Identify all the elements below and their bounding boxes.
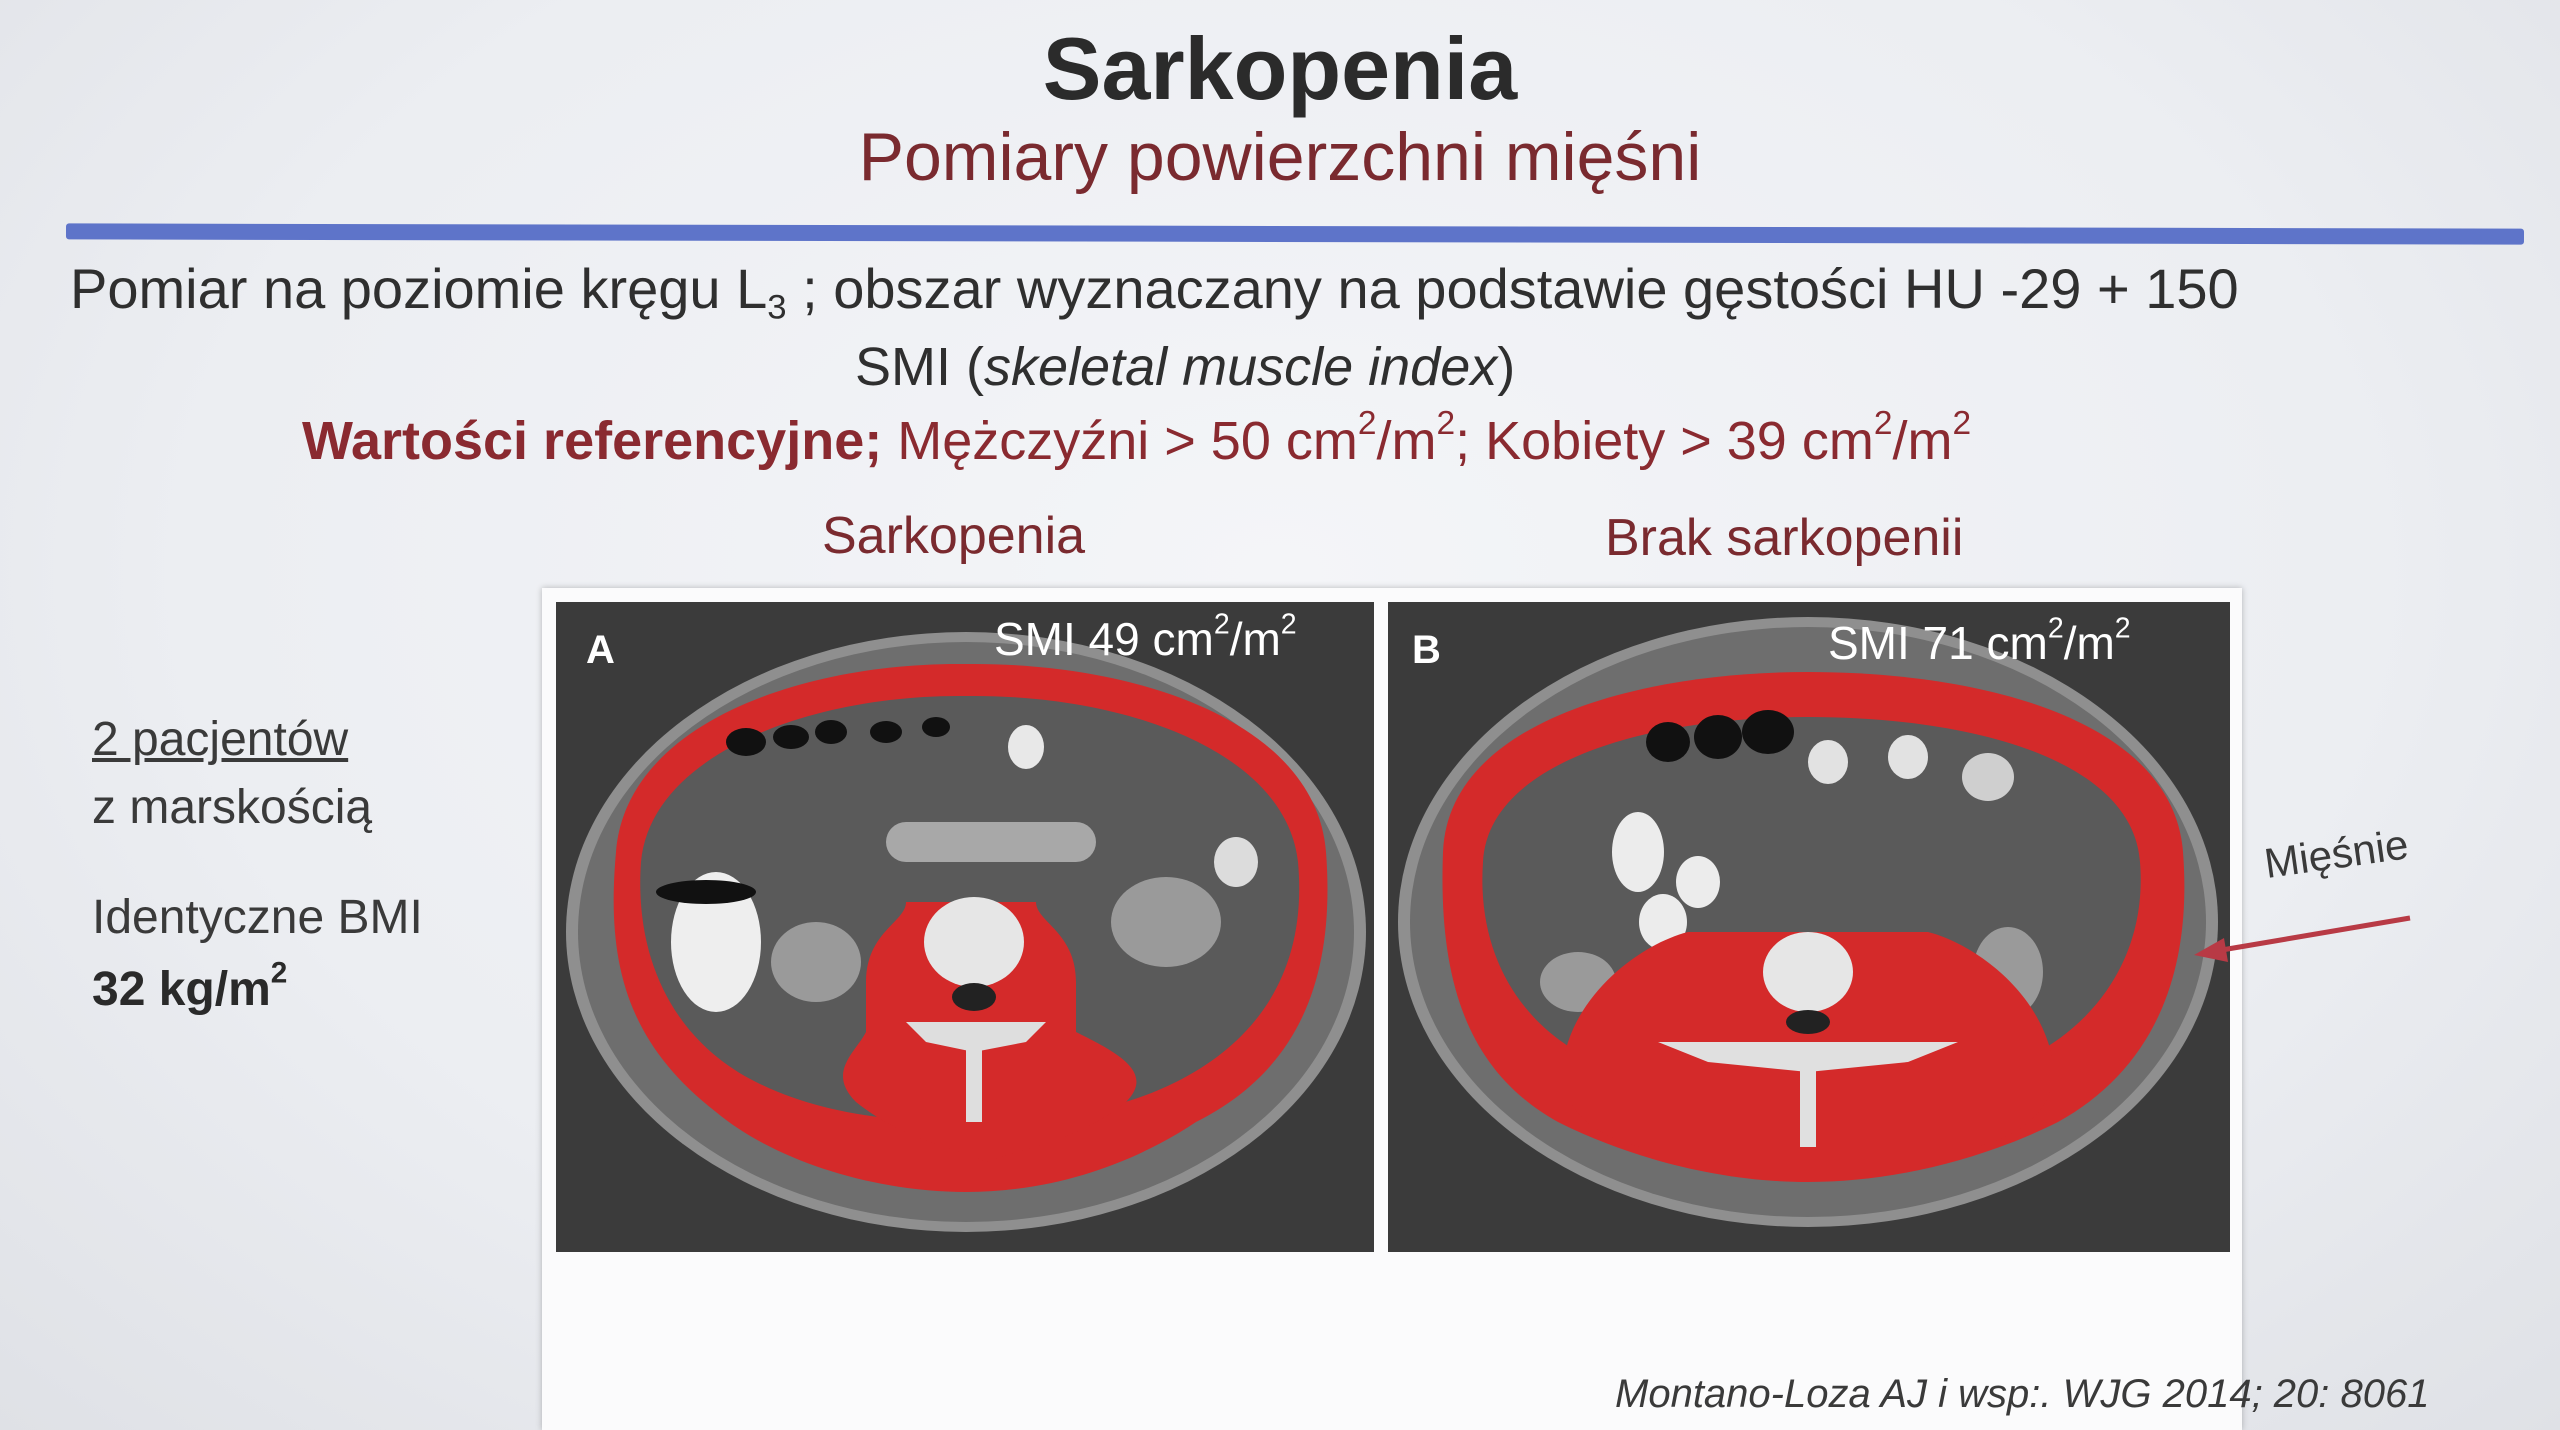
ct-figure [542, 588, 2242, 1430]
panel-a-smi: SMI 49 $cm^2/m^2$ [994, 608, 1297, 665]
bmi-value: 32 $kg/m^2$ [92, 956, 288, 1016]
arrow-icon [2180, 900, 2420, 980]
panel-b-smi: SMI 71 $cm^2/m^2$ [1828, 612, 2131, 669]
reference-values: Wartości referencyjne; Mężczyźni > 50 $cm^2/m^2$; Kobiety > 39 $cm^2/m^2$ [302, 404, 1972, 471]
ct-scan-panel-b [1388, 602, 2230, 1252]
panel-a-letter: A [586, 628, 615, 672]
patients-count: 2 pacjentów [92, 713, 349, 766]
smi-definition: SMI (skeletal muscle index) [855, 337, 1516, 397]
slide-title: Sarkopenia [1042, 19, 1518, 118]
citation: Montano-Loza AJ i wsp:. WJG 2014; 20: 8061 [1615, 1372, 2430, 1416]
ct-scan-a-image [556, 602, 1374, 1252]
panel-b-letter: B [1412, 628, 1441, 672]
title-divider [66, 223, 2524, 244]
slide-subtitle: Pomiary powierzchni mięśni [858, 119, 1702, 195]
label-sarcopenia: Sarkopenia [822, 507, 1086, 565]
ct-scan-b-image [1388, 602, 2230, 1252]
label-no-sarcopenia: Brak sarkopenii [1605, 509, 1964, 567]
patients-condition: z marskością [92, 781, 373, 834]
muscle-label: Mięśnie [2261, 820, 2412, 888]
measurement-description: Pomiar na poziomie kręgu $L_3$ ; obszar wyznaczany na podstawie gęstości HU -29 + 150 [70, 257, 2239, 327]
bmi-label: Identyczne BMI [92, 891, 423, 944]
ct-scan-panel-a [556, 602, 1374, 1252]
